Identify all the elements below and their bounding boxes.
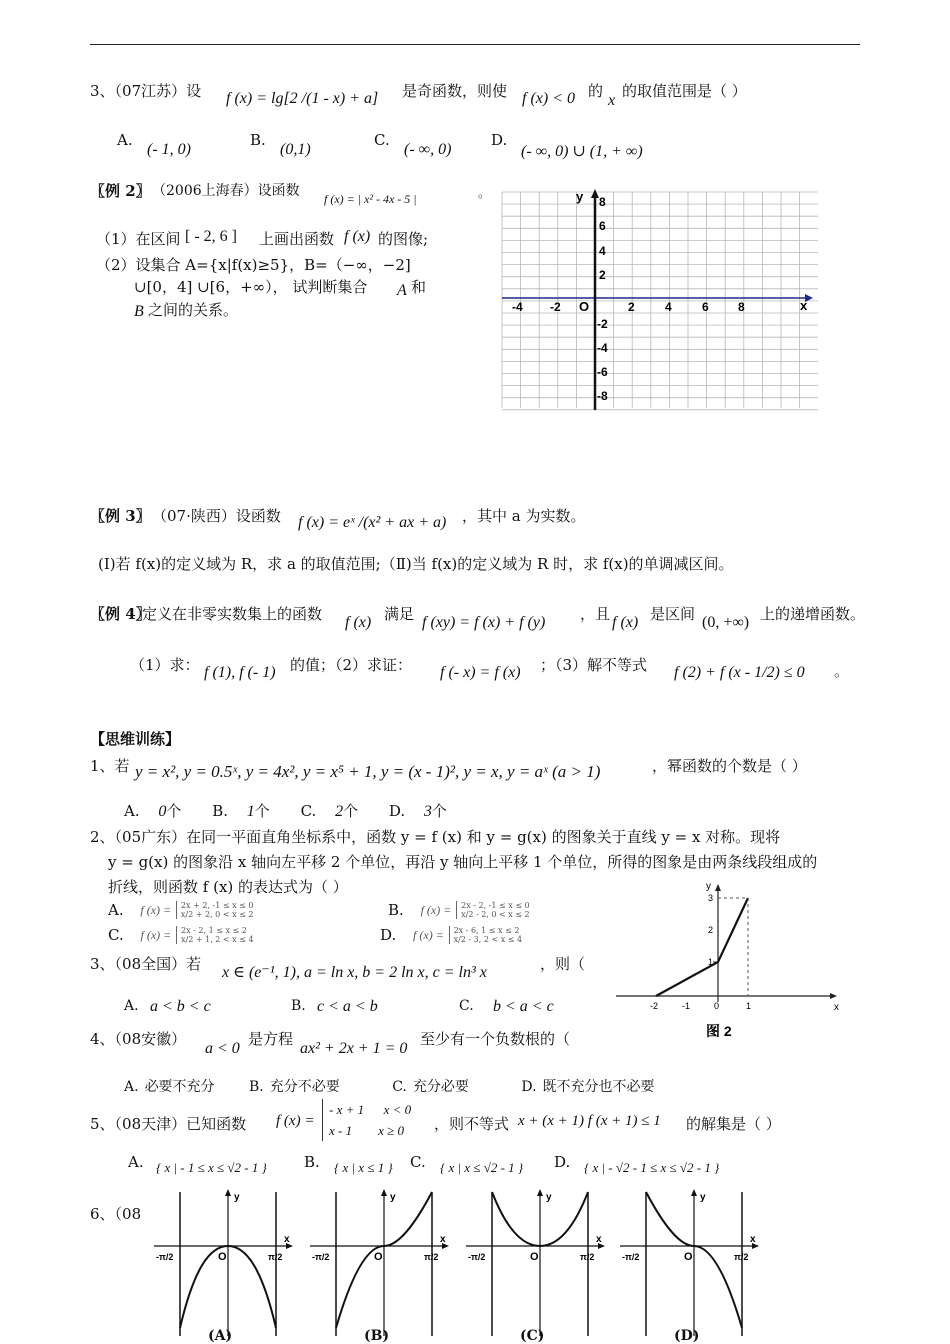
t5-opt-value: { x | x ≤ 1 } — [334, 1160, 393, 1175]
ex4-text5: 上的递增函数。 — [760, 605, 866, 623]
ex2-part1-mid: 上画出函数 — [259, 230, 335, 248]
t2-opt-letter: A. — [108, 901, 124, 919]
t3-opt-value: a < b < c — [150, 998, 211, 1015]
t5-ineq: x + (x + 1) f (x + 1) ≤ 1 — [518, 1113, 661, 1129]
figure-2-polyline — [612, 876, 848, 1044]
fig2-x-tick: -2 — [650, 1001, 659, 1011]
graph-caption: (D) — [674, 1328, 700, 1344]
ex4-l2-c: 的值；（2）求证： — [290, 656, 413, 674]
t2-opt-fx: f (x) = — [140, 927, 172, 942]
ex2-part2-post: 之间的关系。 — [148, 301, 239, 319]
graph-option — [306, 1188, 456, 1340]
t2-opt-piecewise — [176, 901, 254, 919]
t3-opt-value: b < a < c — [493, 998, 554, 1015]
q3-de: 的 — [588, 82, 604, 100]
ex4-l2-b: f (1), f (- 1) — [204, 664, 276, 681]
t1-opt-value: 2 — [335, 803, 344, 820]
graph-option — [150, 1188, 300, 1340]
x-tick: 4 — [665, 300, 672, 314]
fig2-y-tick: 1 — [708, 957, 714, 967]
t5-opt-letter: B. — [304, 1153, 320, 1171]
t3-opt-letter: B. — [291, 998, 306, 1014]
ex3-source: （07·陕西）设函数 — [152, 507, 281, 525]
graph-caption: (A) — [208, 1328, 233, 1344]
t1-tail: ，幂函数的个数是（ ） — [652, 757, 807, 775]
graph-x-label: x — [440, 1234, 446, 1245]
fig2-x-arrow — [830, 993, 837, 999]
fig2-caption: 图 2 — [706, 1023, 732, 1039]
t1-opt-unit: 个 — [431, 802, 447, 820]
ex3-tag: 〖例 3〗 — [90, 507, 151, 525]
graph-neg-pi-half: -π/2 — [622, 1252, 640, 1262]
graph-x-label: x — [750, 1234, 756, 1245]
t5-opt-value: { x | - 1 ≤ x ≤ √2 - 1 } — [156, 1160, 267, 1175]
ex3-func: f (x) = eˣ /(x² + ax + a) — [298, 514, 447, 531]
q3-mid: 是奇函数，则使 — [402, 82, 508, 100]
y-axis-arrow — [591, 189, 599, 198]
y-tick: -8 — [597, 389, 608, 403]
t5-tail: 的解集是（ ） — [686, 1115, 781, 1133]
graph-pos-pi-half: π/2 — [424, 1252, 439, 1262]
graph-origin-label: O — [684, 1251, 693, 1263]
t1-options — [124, 800, 447, 821]
fig2-x-tick: 1 — [746, 1001, 752, 1011]
t1-opt-value: 1 — [246, 803, 255, 820]
q3-opt-d-letter: D. — [491, 131, 508, 149]
ex2-set-b: B — [134, 303, 144, 320]
ex4-text3: ，且 — [580, 605, 611, 623]
q3-cond: f (x) < 0 — [522, 90, 575, 107]
t5-row: x - 1 x ≥ 0 — [329, 1123, 405, 1138]
t2-opt-row: x/2 - 2, 0 < x ≤ 2 — [461, 910, 530, 919]
t2-option-c — [108, 925, 254, 944]
t1-label: 1、若 — [90, 757, 130, 775]
ex4-eq: f (xy) = f (x) + f (y) — [422, 614, 546, 631]
t2-opt-row: x/2 + 2, 0 < x ≤ 2 — [180, 910, 254, 919]
t5-opt-letter: A. — [128, 1153, 144, 1171]
t5-piecewise — [322, 1099, 411, 1141]
ex4-interval: (0, +∞) — [702, 614, 750, 631]
t2-opt-piecewise — [449, 926, 523, 944]
x-tick: 8 — [738, 300, 745, 314]
t2-opt-row: 2x - 6, 1 ≤ x ≤ 2 — [453, 926, 520, 935]
graph-origin-label: O — [530, 1251, 539, 1263]
training-title: 【思维训练】 — [90, 730, 181, 748]
t4-mid: 是方程 — [248, 1030, 294, 1048]
ex4-l2-f: f (2) + f (x - 1/2) ≤ 0 — [674, 664, 805, 681]
fig2-x-tick: -1 — [682, 1001, 691, 1011]
ex2-part1-post: 的图像; — [378, 230, 429, 248]
y-tick: 8 — [599, 195, 606, 209]
t4-opt-letter: A. — [124, 1079, 139, 1095]
t2-line3: 折线，则函数 f (x) 的表达式为（ ） — [108, 878, 348, 896]
graph-pos-pi-half: π/2 — [580, 1252, 595, 1262]
t1-opt-letter: C. — [300, 802, 317, 820]
ex4-l2-e: ；（3）解不等式 — [540, 656, 648, 674]
ex2-he: 和 — [411, 278, 427, 296]
ex3-tail: ，其中 a 为实数。 — [462, 507, 586, 525]
graph-option — [462, 1188, 612, 1340]
t4-cond: a < 0 — [205, 1040, 240, 1057]
graph-caption: (B) — [364, 1328, 390, 1344]
t2-option-d — [380, 925, 522, 944]
t2-option-a — [108, 900, 253, 919]
t3-opt-letter: C. — [459, 998, 474, 1014]
graph-y-label: y — [234, 1192, 240, 1203]
ex4-text4: 是区间 — [650, 605, 696, 623]
t1-opt-letter: B. — [212, 802, 228, 820]
ex2-part2-line2: ∪[0，4] ∪[6，+∞）， 试判断集合 — [134, 278, 368, 296]
t2-opt-fx: f (x) = — [413, 927, 444, 942]
graph-y-arrow — [381, 1189, 387, 1196]
ex4-fx: f (x) — [345, 614, 372, 631]
t4-label: 4、（08安徽） — [90, 1030, 187, 1048]
t5-opt-value: { x | x ≤ √2 - 1 } — [440, 1160, 524, 1175]
t2-opt-letter: C. — [108, 926, 124, 944]
ex2-part2-line1: （2）设集合 A={x|f(x)≥5}，B=（−∞，−2] — [96, 256, 411, 274]
q3-opt-b-letter: B. — [250, 131, 266, 149]
q3-tail: 的取值范围是（ ） — [622, 82, 747, 100]
q3-label: 3、（07江苏）设 — [90, 82, 202, 100]
t4-opt-value: 充分不必要 — [269, 1079, 340, 1095]
ex2-part1-pre: （1）在区间 — [96, 230, 181, 248]
t2-opt-row: 2x + 2, -1 ≤ x ≤ 0 — [180, 901, 254, 910]
q3-opt-c-letter: C. — [374, 131, 390, 149]
top-rule — [90, 44, 860, 45]
q3-opt-a-value: (- 1, 0) — [147, 141, 191, 158]
t4-opt-letter: C. — [392, 1079, 407, 1095]
t1-opt-value: 3 — [423, 803, 432, 820]
fig2-y-label: y — [706, 881, 711, 892]
t5-opt-letter: D. — [554, 1153, 571, 1171]
t2-opt-row: 2x - 2, 1 ≤ x ≤ 2 — [181, 926, 247, 935]
y-tick: -6 — [597, 365, 608, 379]
t1-opt-unit: 个 — [343, 802, 359, 820]
t2-opt-piecewise — [176, 926, 254, 944]
x-tick: -4 — [512, 300, 523, 314]
fig2-y-arrow — [715, 884, 721, 891]
t5-tail-pre: ，则不等式 — [434, 1115, 510, 1133]
ex4-l2-g: 。 — [834, 662, 850, 680]
t2-opt-fx: f (x) = — [420, 902, 452, 917]
graph-neg-pi-half: -π/2 — [468, 1252, 486, 1262]
y-tick: 6 — [599, 219, 606, 233]
y-tick: 2 — [599, 268, 606, 282]
graph-y-arrow — [537, 1189, 543, 1196]
x-axis-label: x — [800, 298, 808, 313]
t4-opt-value: 必要不充分 — [144, 1079, 215, 1095]
q3-func: f (x) = lg[2 /(1 - x) + a] — [226, 90, 379, 107]
ex4-fx2: f (x) — [612, 614, 639, 631]
graph-x-label: x — [596, 1234, 602, 1245]
ex4-tag: 〖例 4〗 — [90, 605, 151, 623]
ex2-period: 。 — [478, 186, 491, 200]
x-tick: 2 — [628, 300, 635, 314]
t2-opt-letter: B. — [388, 901, 404, 919]
t4-tail: 至少有一个负数根的（ — [420, 1030, 571, 1048]
origin-label: O — [579, 299, 590, 314]
t4-eq: ax² + 2x + 1 = 0 — [300, 1040, 408, 1057]
t2-opt-row: x/2 + 1, 2 < x ≤ 4 — [181, 935, 254, 944]
graph-neg-pi-half: -π/2 — [156, 1252, 174, 1262]
ex2-func: f (x) = | x² - 4x - 5 | — [324, 192, 417, 206]
fig2-x-tick: 0 — [714, 1001, 720, 1011]
t2-opt-letter: D. — [380, 926, 397, 944]
t5-label: 5、（08天津）已知函数 — [90, 1115, 247, 1133]
t4-opt-value: 充分必要 — [412, 1079, 469, 1095]
graph-origin-label: O — [374, 1251, 383, 1263]
t3-opt-value: c < a < b — [317, 998, 378, 1015]
t2-option-b — [388, 900, 530, 919]
q3-opt-c-value: (- ∞, 0) — [404, 141, 452, 158]
t3-opt-letter: A. — [124, 998, 139, 1014]
ex2-coordinate-grid — [500, 188, 822, 412]
ex2-part1-fx: f (x) — [344, 228, 371, 245]
ex2-part1-interval: [ - 2, 6 ] — [185, 228, 237, 245]
t4-opt-value: 既不充分也不必要 — [542, 1079, 655, 1095]
ex4-l2-d: f (- x) = f (x) — [440, 664, 521, 681]
t6-label: 6、（08 — [90, 1205, 142, 1223]
t4-options — [124, 1076, 655, 1096]
t1-expr: y = x², y = 0.5ˣ, y = 4x², y = x⁵ + 1, y = (x - 1)², y = x, y = aˣ (a > 1) — [135, 762, 601, 781]
t1-opt-unit: 个 — [166, 802, 182, 820]
t3-label: 3、（08全国）若 — [90, 955, 202, 973]
graph-y-arrow — [691, 1189, 697, 1196]
t5-opt-value: { x | - √2 - 1 ≤ x ≤ √2 - 1 } — [584, 1160, 720, 1175]
t2-opt-row: 2x - 2, -1 ≤ x ≤ 0 — [461, 901, 530, 910]
t3-expr: x ∈ (e⁻¹, 1), a = ln x, b = 2 ln x, c = ln³ x — [222, 964, 487, 981]
graph-pos-pi-half: π/2 — [268, 1252, 283, 1262]
y-tick: 4 — [599, 244, 606, 258]
t5-fx: f (x) = — [276, 1113, 315, 1129]
ex2-tag: 〖例 2〗 — [90, 182, 151, 200]
graph-origin-label: O — [218, 1251, 227, 1263]
x-tick: -2 — [550, 300, 561, 314]
graph-x-label: x — [284, 1234, 290, 1245]
y-axis-label: y — [576, 189, 584, 204]
graph-y-label: y — [700, 1192, 706, 1203]
q3-opt-a-letter: A. — [117, 131, 133, 149]
x-tick: 6 — [702, 300, 709, 314]
t2-line2: y = g(x) 的图象沿 x 轴向左平移 2 个单位，再沿 y 轴向上平移 1 个单位，所得的图象是由两条线段组成的 — [108, 853, 818, 871]
graph-option — [616, 1188, 766, 1340]
graph-y-label: y — [546, 1192, 552, 1203]
ex4-text1: 定义在非零实数集上的函数 — [142, 605, 323, 623]
t2-opt-piecewise — [456, 901, 530, 919]
t1-opt-unit: 个 — [254, 802, 270, 820]
fig2-x-label: x — [834, 1002, 839, 1013]
t1-opt-letter: A. — [124, 802, 140, 820]
t4-opt-letter: D. — [521, 1079, 537, 1095]
ex4-text2: 满足 — [384, 605, 415, 623]
t1-opt-value: 0 — [158, 803, 167, 820]
t3-tail: ，则（ — [540, 955, 586, 973]
y-tick: -4 — [597, 341, 608, 355]
t2-opt-row: x/2 - 3, 2 < x ≤ 4 — [453, 935, 523, 944]
q3-x: x — [608, 92, 616, 109]
ex2-source: （2006上海春）设函数 — [152, 183, 300, 199]
fig2-y-tick: 3 — [708, 893, 714, 903]
graph-neg-pi-half: -π/2 — [312, 1252, 330, 1262]
t2-opt-fx: f (x) = — [140, 902, 172, 917]
ex4-l2-a: （1）求： — [130, 656, 200, 674]
t5-row: - x + 1 x < 0 — [329, 1102, 412, 1117]
q3-opt-b-value: (0,1) — [280, 141, 311, 158]
fig2-graph-line — [656, 898, 748, 996]
graph-y-arrow — [225, 1189, 231, 1196]
graph-caption: (C) — [520, 1328, 545, 1344]
q3-opt-d-value: (- ∞, 0) ∪ (1, + ∞) — [521, 143, 643, 160]
t2-line1: 2、（05广东）在同一平面直角坐标系中，函数 y = f (x) 和 y = g(x) 的图象关于直线 y = x 对称。现将 — [90, 828, 781, 846]
graph-pos-pi-half: π/2 — [734, 1252, 749, 1262]
t5-opt-letter: C. — [410, 1153, 426, 1171]
t1-opt-letter: D. — [388, 802, 406, 820]
fig2-y-tick: 2 — [708, 925, 714, 935]
y-tick: -2 — [597, 317, 608, 331]
graph-y-label: y — [390, 1192, 396, 1203]
ex2-set-a: A — [397, 282, 407, 299]
ex3-line2: (Ⅰ)若 f(x)的定义域为 R，求 a 的取值范围;（Ⅱ)当 f(x)的定义域为 R 时，求 f(x)的单调减区间。 — [98, 555, 734, 573]
t4-opt-letter: B. — [249, 1079, 264, 1095]
